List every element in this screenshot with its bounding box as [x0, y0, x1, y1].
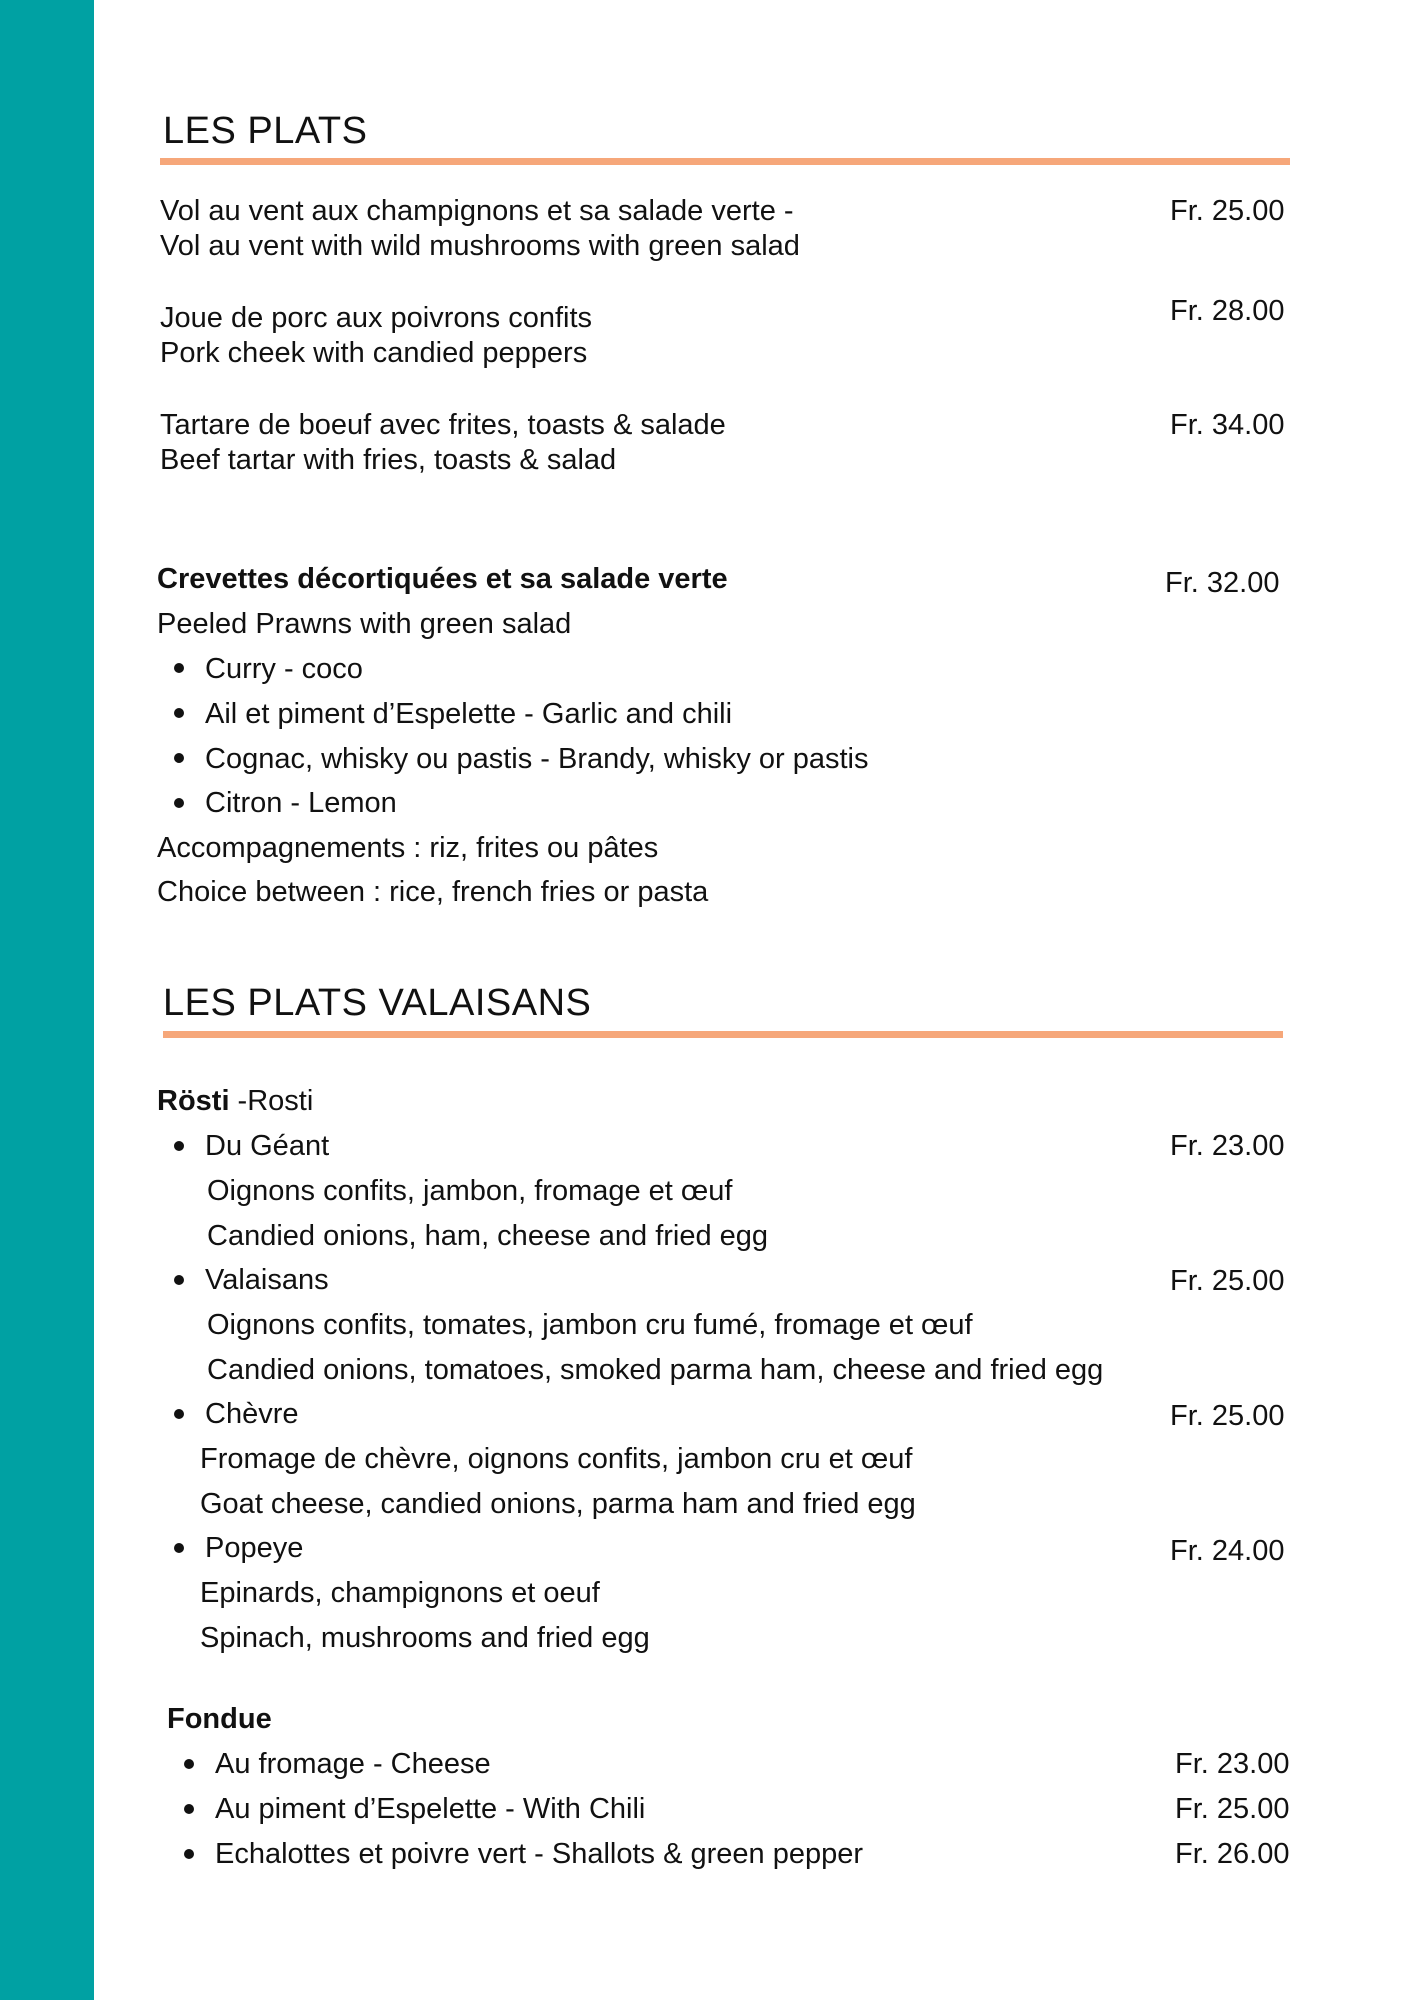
bullet-icon [174, 1141, 184, 1151]
rosti-heading-en: -Rosti [229, 1085, 314, 1117]
prawn-option: Curry - coco [205, 653, 363, 685]
rosti-price: Fr. 25.00 [1170, 1400, 1285, 1432]
dish-name-en: Vol au vent with wild mushrooms with green salad [160, 230, 800, 262]
fondue-price: Fr. 26.00 [1175, 1838, 1290, 1870]
bullet-icon [174, 663, 184, 673]
bullet-icon [174, 1409, 184, 1419]
dish-name-fr: Joue de porc aux poivrons confits [160, 302, 593, 334]
bullet-icon [174, 1275, 184, 1285]
bullet-icon [174, 1543, 184, 1553]
rosti-price: Fr. 23.00 [1170, 1130, 1285, 1162]
rosti-desc-fr: Epinards, champignons et oeuf [200, 1577, 600, 1609]
dish-name-en: Beef tartar with fries, toasts & salad [160, 444, 617, 476]
bullet-icon [184, 1849, 194, 1859]
prawn-option: Ail et piment d’Espelette - Garlic and chili [205, 698, 733, 730]
bullet-icon [174, 753, 184, 763]
bullet-icon [174, 798, 184, 808]
bullet-icon [184, 1804, 194, 1814]
fondue-item: Au fromage - Cheese [215, 1748, 491, 1780]
bullet-icon [184, 1759, 194, 1769]
fondue-heading: Fondue [167, 1703, 272, 1735]
prawn-option: Cognac, whisky ou pastis - Brandy, whisky or pastis [205, 743, 869, 775]
prawns-title: Crevettes décortiquées et sa salade verte [157, 563, 728, 595]
rosti-name: Valaisans [205, 1264, 329, 1296]
dish-name-fr: Tartare de boeuf avec frites, toasts & salade [160, 409, 726, 441]
rosti-desc-en: Candied onions, ham, cheese and fried egg [207, 1220, 769, 1252]
rosti-name: Chèvre [205, 1398, 299, 1430]
prawns-price: Fr. 32.00 [1165, 567, 1280, 599]
rosti-heading [157, 1087, 313, 1116]
rosti-desc-en: Spinach, mushrooms and fried egg [200, 1622, 650, 1654]
dish-name-en: Pork cheek with candied peppers [160, 337, 588, 369]
rosti-desc-en: Goat cheese, candied onions, parma ham and fried egg [200, 1488, 916, 1520]
section-divider [163, 1031, 1283, 1038]
fondue-price: Fr. 23.00 [1175, 1748, 1290, 1780]
fondue-item: Echalottes et poivre vert - Shallots & green pepper [215, 1838, 864, 1870]
fondue-item: Au piment d’Espelette - With Chili [215, 1793, 646, 1825]
bullet-icon [174, 708, 184, 718]
prawns-subtitle: Peeled Prawns with green salad [157, 608, 572, 640]
section-title-les-plats: LES PLATS [163, 110, 368, 152]
dish-price: Fr. 25.00 [1170, 195, 1285, 227]
rosti-desc-fr: Oignons confits, jambon, fromage et œuf [207, 1175, 733, 1207]
teal-side-bar [0, 0, 94, 2000]
rosti-desc-fr: Oignons confits, tomates, jambon cru fumé, fromage et œuf [207, 1309, 973, 1341]
prawns-sides-en: Choice between : rice, french fries or pasta [157, 876, 709, 908]
dish-price: Fr. 34.00 [1170, 409, 1285, 441]
rosti-heading-fr: Rösti [157, 1085, 230, 1117]
rosti-desc-fr: Fromage de chèvre, oignons confits, jambon cru et œuf [200, 1443, 913, 1475]
prawns-sides-fr: Accompagnements : riz, frites ou pâtes [157, 832, 659, 864]
section-title-les-plats-valaisans: LES PLATS VALAISANS [163, 982, 592, 1024]
fondue-price: Fr. 25.00 [1175, 1793, 1290, 1825]
dish-name-fr: Vol au vent aux champignons et sa salade verte - [160, 195, 794, 227]
rosti-name: Du Géant [205, 1130, 330, 1162]
rosti-name: Popeye [205, 1532, 304, 1564]
section-divider [160, 158, 1290, 165]
rosti-price: Fr. 25.00 [1170, 1265, 1285, 1297]
dish-price: Fr. 28.00 [1170, 295, 1285, 327]
rosti-desc-en: Candied onions, tomatoes, smoked parma ham, cheese and fried egg [207, 1354, 1104, 1386]
rosti-price: Fr. 24.00 [1170, 1535, 1285, 1567]
prawn-option: Citron - Lemon [205, 787, 397, 819]
